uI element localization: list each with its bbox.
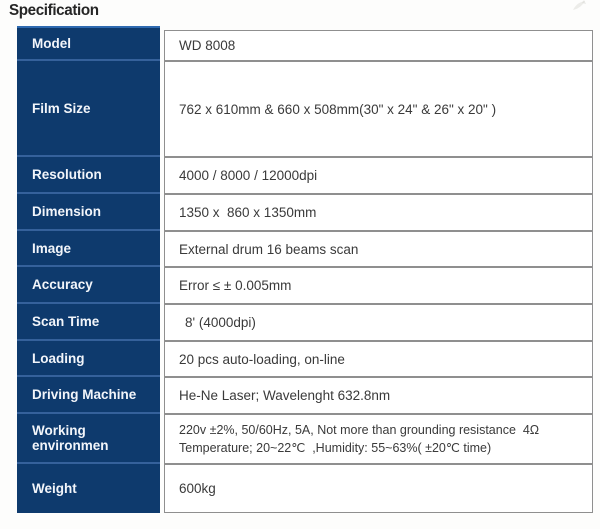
table-row bbox=[17, 267, 593, 304]
table-row bbox=[17, 231, 593, 267]
table-row bbox=[17, 414, 593, 464]
spec-label: Working environmen bbox=[17, 414, 160, 464]
spec-label: Resolution bbox=[17, 157, 160, 194]
spec-label: Weight bbox=[17, 464, 160, 513]
spec-label: Loading bbox=[17, 341, 160, 377]
page-title: Specification bbox=[9, 2, 99, 19]
spec-value-line: 220v ±2%, 50/60Hz, 5A, Not more than grounding resistance 4Ω bbox=[179, 422, 540, 437]
table-row bbox=[17, 341, 593, 377]
table-row bbox=[17, 26, 593, 61]
spec-value: Error ≤ ± 0.005mm bbox=[164, 267, 593, 304]
spec-label: Model bbox=[17, 26, 160, 61]
spec-value bbox=[164, 414, 593, 464]
table-row bbox=[17, 304, 593, 341]
spec-table bbox=[17, 26, 593, 513]
spec-label: Film Size bbox=[17, 61, 160, 157]
spec-value: He-Ne Laser; Wavelenght 632.8nm bbox=[164, 377, 593, 414]
spec-value: 600kg bbox=[164, 464, 593, 513]
spec-label: Driving Machine bbox=[17, 377, 160, 414]
table-row bbox=[17, 194, 593, 231]
spec-value: 1350 x 860 x 1350mm bbox=[164, 194, 593, 231]
spec-value: WD 8008 bbox=[164, 30, 593, 61]
table-row bbox=[17, 157, 593, 194]
table-row bbox=[17, 377, 593, 414]
spec-value: 8' (4000dpi) bbox=[164, 304, 593, 341]
spec-label: Dimension bbox=[17, 194, 160, 231]
spec-label: Accuracy bbox=[17, 267, 160, 304]
corner-smudge-icon bbox=[570, 0, 588, 12]
spec-value: 20 pcs auto-loading, on-line bbox=[164, 341, 593, 377]
spec-label: Image bbox=[17, 231, 160, 267]
spec-value: External drum 16 beams scan bbox=[164, 231, 593, 267]
table-row bbox=[17, 464, 593, 513]
spec-value: 4000 / 8000 / 12000dpi bbox=[164, 157, 593, 194]
spec-value: 762 x 610mm & 660 x 508mm(30" x 24" & 26" x 20" ) bbox=[164, 61, 593, 157]
spec-value-line: Temperature; 20~22℃ ,Humidity: 55~63%( ±20℃ time) bbox=[179, 441, 492, 455]
table-row bbox=[17, 61, 593, 157]
spec-label: Scan Time bbox=[17, 304, 160, 341]
